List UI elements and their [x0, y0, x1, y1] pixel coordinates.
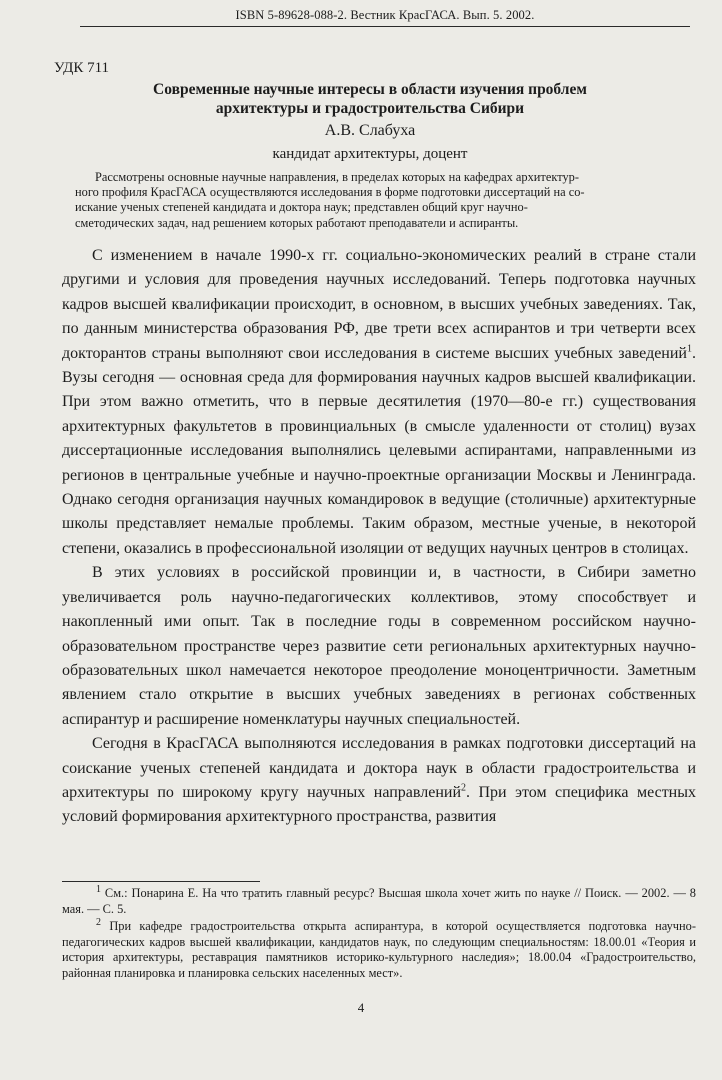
footnote-2-mark: 2: [96, 917, 101, 929]
paragraph-1: [62, 244, 696, 561]
article-body: [62, 244, 696, 830]
author-position: кандидат архитектуры, доцент: [272, 146, 468, 162]
footnote-ref-2[interactable]: 2: [461, 782, 467, 794]
abstract-line-4: сметодических задач, над решением которых работают преподаватели и аспиранты.: [75, 215, 519, 230]
author-name: А.В. Слабуха: [324, 122, 416, 139]
running-header: ISBN 5-89628-088-2. Вестник КрасГАСА. Вып. 5. 2002.: [80, 8, 690, 27]
footnote-1-mark: 1: [96, 883, 101, 895]
page-number: 4: [357, 1000, 365, 1015]
paragraph-3-part-a: Сегодня в КрасГАСА выполняются исследования в рамках подготовки диссертаций на соискание ученых степеней кандидата и доктора наук в области градостроительства и архитектуры по широкому кругу научных направлений: [62, 735, 696, 801]
paragraph-3-part-b: . При этом специфика местных условий формирования архитектурного пространства, развития: [62, 783, 696, 826]
paragraph-3: [62, 732, 696, 830]
paragraph-2: В этих условиях в российской провинции и, в частности, в Сибири заметно увеличивается роль научно-педагогических коллективов, этому способствует и накопленный ими опыт. Так в последние годы в современном российском научно-образовательном пространстве через развитие сети региональных архитектурных научно-образовательных школ намечается некоторое преодоление моноцентричности. Заметным явлением стало открытие в высших учебных заведениях в регионах собственных аспирантур и расширение номенклатуры научных специальностей.: [62, 564, 696, 728]
abstract-line-3: искание ученых степеней кандидата и доктора наук; представлен общий круг научно-: [75, 200, 528, 215]
title-line-2: архитектуры и градостроительства Сибири: [215, 100, 525, 117]
footnote-1-text: См.: Понарина Е. На что тратить главный ресурс? Высшая школа хочет жить по науке // Поиск. — 2002. — 8 мая. — С. 5.: [62, 886, 696, 916]
title-line-1: Современные научные интересы в области изучения проблем: [153, 81, 587, 98]
footnote-2: [62, 919, 696, 981]
footnote-2-text: При кафедре градостроительства открыта аспирантура, в которой осуществляется подготовка научно-педагогических кадров высшей квалификации, кандидатов наук, по следующим специальностям: 18.00.01 «Теория и история архитектуры, реставрация памятников историко-культурного наследия»; 18.00.04 «Градостроительство, районная планировка и планировка сельских населенных мест».: [62, 919, 696, 980]
footnote-ref-1[interactable]: 1: [687, 343, 692, 355]
footnote-1: [62, 883, 696, 917]
paragraph-1-part-a: С изменением в начале 1990-х гг. социально-экономических реалий в стране стали другими и условия для проведения научных исследований. Теперь подготовка научных кадров высшей квалификации происходит, в основном, в высших учебных заведениях. Так, по данным министерства образования РФ, две трети всех аспирантов и три четверти всех докторантов страны выполняют свои исследования в системе высших учебных заведений: [62, 247, 696, 362]
abstract-line-1: Рассмотрены основные научные направления, в пределах которых на кафедрах архитектур-: [95, 170, 579, 184]
abstract-line-2: ного профиля КрасГАСА осуществляются исследования в форме подготовки диссертаций на со-: [75, 185, 585, 200]
article-title: [80, 80, 660, 118]
footnote-divider: [62, 881, 260, 882]
abstract: [75, 170, 685, 231]
paragraph-1-part-b: . Вузы сегодня — основная среда для формирования научных кадров высшей квалификации. При этом важно отметить, что в первые десятилетия (1970—80-е гг.) существования архитектурных факультетов в провинциальных (в смысле удаленности от столиц) вузах диссертационные исследования выполнялись целевыми аспирантами, направленными из регионов в центральные учебные и научно-проектные организации Москвы и Ленинграда. Однако сегодня организация научных командировок в ведущие (столичные) архитектурные школы представляет немалые проблемы. Таким образом, местные ученые, в некоторой степени, оказались в профессиональной изоляции от ведущих научных центров в столицах.: [62, 344, 696, 557]
footnotes: [62, 883, 696, 984]
udk-code: УДК 711: [54, 60, 110, 76]
